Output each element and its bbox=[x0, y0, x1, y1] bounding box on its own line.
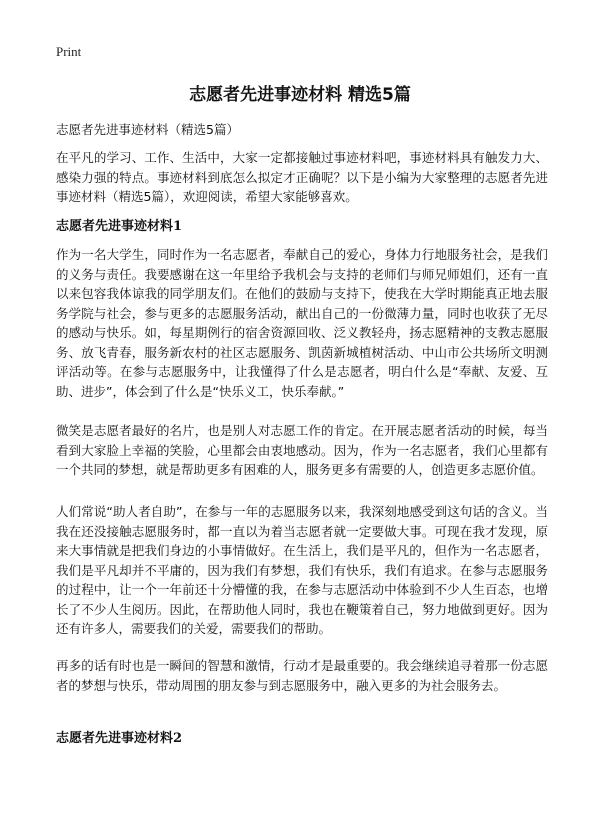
section-1-paragraph: 人们常说“助人者自助”，在参与一年的志愿服务以来，我深刻地感受到这句话的含义。当我在还没接触志愿服务时，都一直以为着当志愿者就一定要做大事。可现在我才发现，原来大事情就是把我们身边的小事情做好。在生活上，我们是平凡的，但作为一名志愿者，我们是平凡却并不平庸的，因为我们有梦想，我们有快乐，我们有追求。在参与志愿服务的过程中，让一个一年前还十分懵懂的我，在参与志愿活动中体验到不少人生百态，也增长了不少人生阅历。因此，在帮助他人同时，我也在鞭策着自己，努力地做到更好。因为还有许多人，需要我们的关爱，需要我们的帮助。 bbox=[56, 504, 548, 636]
section-1-heading: 志愿者先进事迹材料1 bbox=[56, 219, 183, 234]
section-1-paragraph: 微笑是志愿者最好的名片，也是别人对志愿工作的肯定。在开展志愿者活动的时候，每当看到大家脸上幸福的笑脸，心里都会由衷地感动。因为，作为一名志愿者，我们心里都有一个共同的梦想，就是帮助更多有困难的人，服务更多有需要的人，创造更多志愿价值。 bbox=[56, 423, 548, 477]
document-subtitle: 志愿者先进事迹材料（精选5篇） bbox=[56, 122, 239, 137]
section-1-paragraph: 再多的话有时也是一瞬间的智慧和激情，行动才是最重要的。我会继续追寻着那一份志愿者的梦想与快乐，带动周围的朋友参与到志愿服务中，融入更多的为社会服务去。 bbox=[56, 658, 548, 693]
page-title: 志愿者先进事迹材料 精选5篇 bbox=[189, 85, 411, 105]
section-1-paragraph: 作为一名大学生，同时作为一名志愿者，奉献自己的爱心，身体力行地服务社会，是我们的义务与责任。我要感谢在这一年里给予我机会与支持的老师们与师兄师姐们，还有一直以来包容我体谅我的同学朋友们。在他们的鼓励与支持下，使我在大学时期能真正地去服务学院与社会，参与更多的志愿服务活动，献出自己的一份微薄力量，同时也收获了无尽的感动与快乐。如，每星期例行的宿舍资源回收、泛义教轻舟，扬志愿精神的支教志愿服务、放飞青春，服务新农村的社区志愿服务、凯茵新城植树活动、中山市公共场所文明测评活动等。在参与志愿服务中，让我懂得了什么是志愿者，明白什么是“奉献、友爱、互助、进步”，体会到了什么是“快乐义工，快乐奉献。” bbox=[56, 247, 548, 399]
intro-paragraph: 在平凡的学习、工作、生活中，大家一定都接触过事迹材料吧，事迹材料具有触发力大、感染力强的特点。事迹材料到底怎么拟定才正确呢？以下是小编为大家整理的志愿者先进事迹材料（精选5篇），欢迎阅读，希望大家能够喜欢。 bbox=[56, 150, 548, 204]
print-label: Print bbox=[56, 44, 82, 59]
section-2-heading: 志愿者先进事迹材料2 bbox=[56, 731, 183, 746]
